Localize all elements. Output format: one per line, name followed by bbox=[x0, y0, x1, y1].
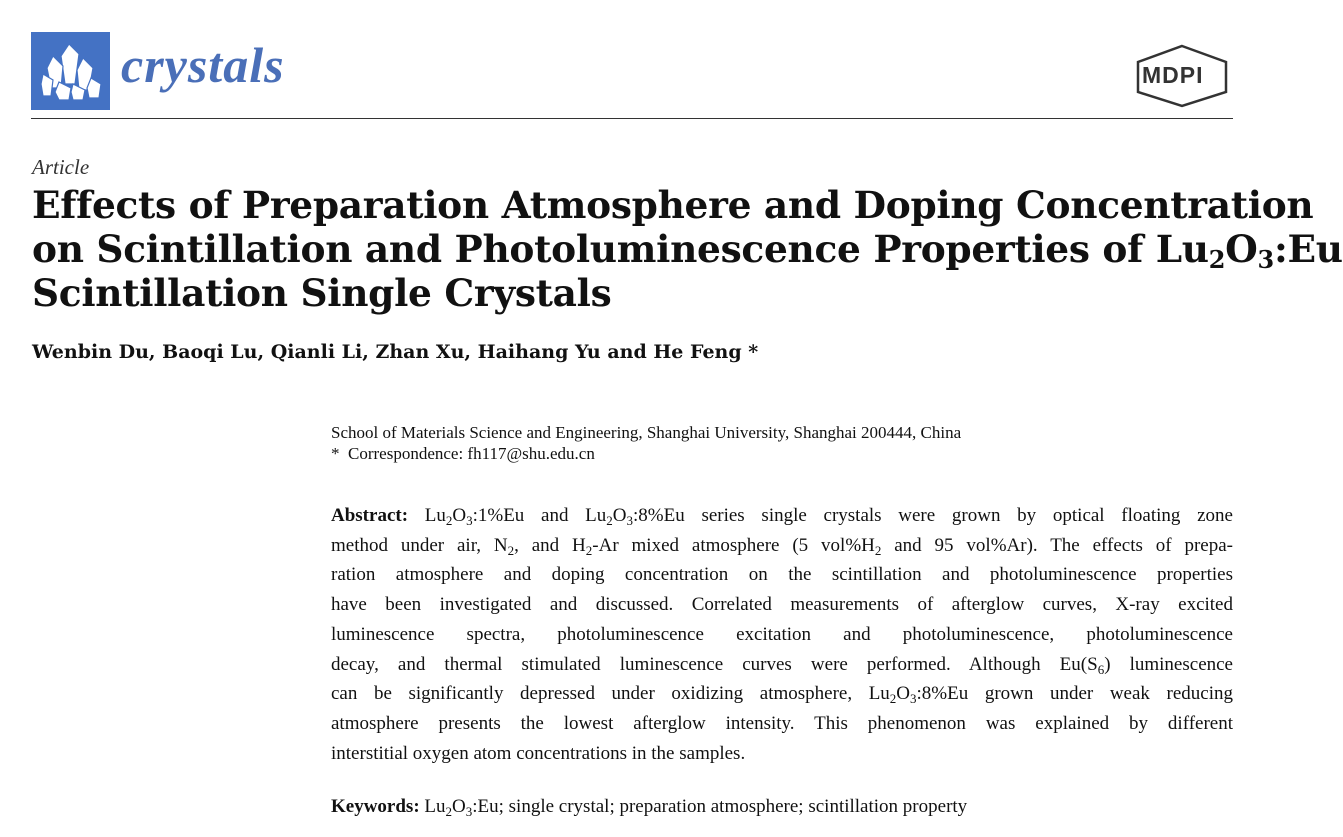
title-line-3-text: Scintillation Single Crystals bbox=[32, 271, 612, 315]
title-line-1 bbox=[32, 183, 1314, 227]
subscript: 2 bbox=[874, 542, 882, 558]
abstract-text: -Ar mixed atmosphere (5 vol%H bbox=[592, 534, 875, 556]
abstract-line bbox=[331, 679, 1233, 709]
abstract-text: , and H bbox=[514, 534, 586, 556]
subscript: 2 bbox=[507, 542, 515, 558]
keywords-text: Lu bbox=[424, 796, 446, 817]
abstract-text: method under air, N bbox=[331, 534, 508, 556]
abstract bbox=[331, 501, 1233, 768]
journal-name[interactable]: crystals bbox=[121, 37, 285, 93]
abstract-text: :8%Eu series single crystals were grown by optical floating zone bbox=[633, 505, 1233, 526]
abstract-line: atmosphere presents the lowest afterglow intensity. This phenomenon was explained by different bbox=[331, 712, 1233, 734]
mdpi-text: MDPI bbox=[1142, 62, 1204, 88]
keywords-text: O bbox=[452, 796, 466, 817]
subscript: 3 bbox=[465, 804, 473, 819]
subscript: 3 bbox=[910, 691, 917, 707]
abstract-text: O bbox=[612, 505, 627, 526]
subscript: 6 bbox=[1097, 661, 1105, 677]
correspondence-marker: * bbox=[331, 444, 340, 463]
subscript: 2 bbox=[889, 691, 897, 707]
mdpi-logo[interactable] bbox=[1134, 44, 1230, 108]
title-line-2 bbox=[32, 227, 1343, 274]
title-line-3 bbox=[32, 271, 1242, 315]
abstract-text: O bbox=[452, 505, 467, 526]
crystal-icon bbox=[39, 40, 103, 102]
abstract-label: Abstract: bbox=[331, 505, 409, 526]
title-text: O bbox=[1225, 227, 1258, 271]
abstract-line bbox=[331, 531, 1233, 561]
abstract-text: :1%Eu and Lu bbox=[472, 505, 607, 526]
subscript: 3 bbox=[466, 513, 473, 528]
abstract-line: ration atmosphere and doping concentration on the scintillation and photoluminescence properties bbox=[331, 564, 1233, 586]
title-subscript: 2 bbox=[1208, 245, 1226, 274]
subscript: 2 bbox=[445, 804, 453, 819]
abstract-line bbox=[331, 501, 1233, 531]
abstract-line: have been investigated and discussed. Correlated measurements of afterglow curves, X-ray excited bbox=[331, 594, 1233, 616]
abstract-text: O bbox=[896, 683, 911, 705]
keywords-label: Keywords: bbox=[331, 796, 420, 817]
article-title bbox=[32, 183, 1343, 315]
correspondence bbox=[331, 444, 595, 464]
title-line-1-text: Effects of Preparation Atmosphere and Doping Concentration bbox=[32, 183, 1314, 227]
article-type: Article bbox=[32, 155, 90, 179]
subscript: 2 bbox=[445, 513, 453, 528]
crystals-logo[interactable] bbox=[31, 32, 110, 110]
abstract-line: luminescence spectra, photoluminescence excitation and photoluminescence, photoluminescence bbox=[331, 623, 1233, 645]
journal-header bbox=[31, 32, 1233, 110]
abstract-line bbox=[331, 650, 1233, 680]
title-line-2-text: on Scintillation and Photoluminescence Properties of Lu bbox=[32, 227, 1209, 271]
abstract-text: Lu bbox=[424, 505, 446, 526]
title-subscript: 3 bbox=[1257, 245, 1274, 274]
abstract-text: ) luminescence bbox=[1104, 653, 1233, 675]
subscript: 3 bbox=[626, 513, 634, 528]
header-divider bbox=[31, 118, 1233, 119]
abstract-text: decay, and thermal stimulated luminescence curves were performed. Although Eu(S bbox=[331, 653, 1098, 675]
affiliation: School of Materials Science and Engineering, Shanghai University, Shanghai 200444, China bbox=[331, 423, 962, 442]
subscript: 2 bbox=[606, 513, 613, 528]
author-list: Wenbin Du, Baoqi Lu, Qianli Li, Zhan Xu, Haihang Yu and He Feng * bbox=[32, 341, 759, 363]
keywords bbox=[331, 796, 1233, 818]
keywords-text: :Eu; single crystal; preparation atmosphere; scintillation property bbox=[472, 796, 968, 817]
abstract-text: :8%Eu grown under weak reducing bbox=[916, 683, 1233, 705]
correspondence-text[interactable]: Correspondence: fh117@shu.edu.cn bbox=[348, 444, 595, 463]
subscript: 2 bbox=[585, 542, 593, 558]
abstract-text: and 95 vol%Ar). The effects of prepa- bbox=[881, 534, 1233, 556]
abstract-text: can be significantly depressed under oxidizing atmosphere, Lu bbox=[331, 683, 890, 705]
abstract-line: interstitial oxygen atom concentrations in the samples. bbox=[331, 742, 746, 764]
title-text: :Eu bbox=[1273, 227, 1343, 271]
